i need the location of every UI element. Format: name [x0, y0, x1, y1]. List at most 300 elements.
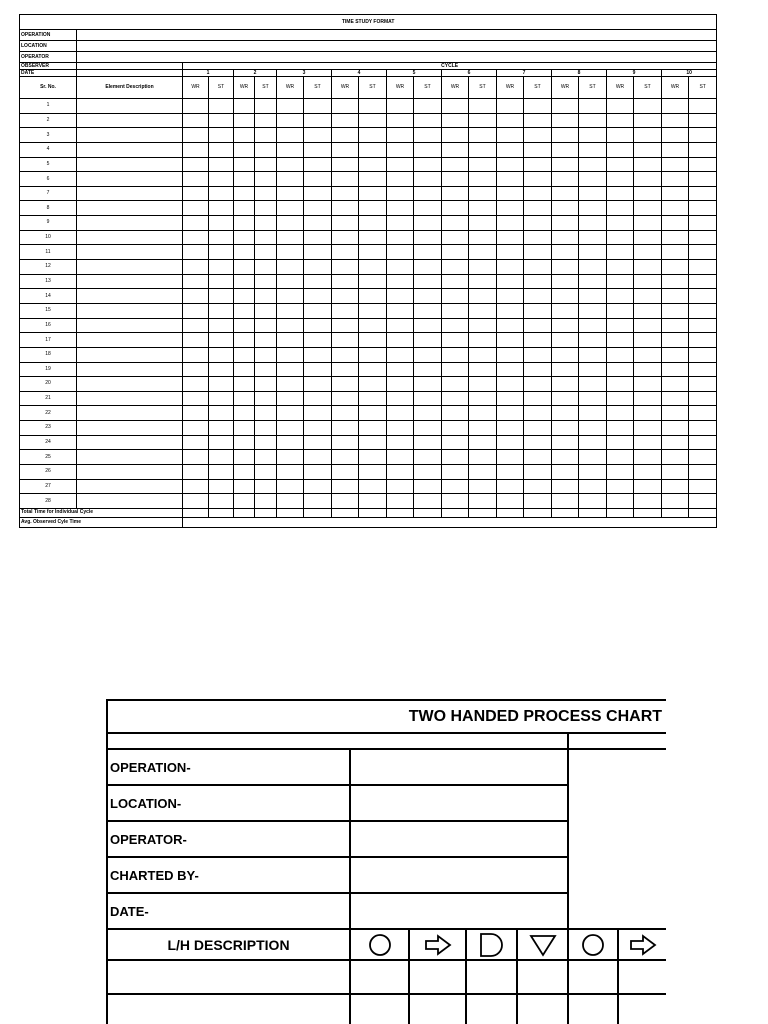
time-cell[interactable]: [332, 274, 359, 289]
time-cell[interactable]: [255, 391, 277, 406]
element-description-cell[interactable]: [77, 274, 183, 289]
time-cell[interactable]: [255, 421, 277, 436]
time-cell[interactable]: [524, 260, 552, 275]
time-cell[interactable]: [524, 303, 552, 318]
time-cell[interactable]: [442, 333, 469, 348]
time-cell[interactable]: [442, 303, 469, 318]
time-cell[interactable]: [255, 289, 277, 304]
time-cell[interactable]: [359, 450, 387, 465]
element-description-cell[interactable]: [77, 318, 183, 333]
time-cell[interactable]: [662, 465, 689, 480]
time-cell[interactable]: [277, 391, 304, 406]
time-cell[interactable]: [277, 318, 304, 333]
time-cell[interactable]: [359, 172, 387, 187]
element-description-cell[interactable]: [77, 289, 183, 304]
time-cell[interactable]: [414, 245, 442, 260]
time-cell[interactable]: [524, 494, 552, 509]
time-cell[interactable]: [332, 347, 359, 362]
time-cell[interactable]: [524, 99, 552, 114]
time-cell[interactable]: [579, 377, 607, 392]
time-cell[interactable]: [304, 274, 332, 289]
time-cell[interactable]: [579, 303, 607, 318]
time-cell[interactable]: [497, 421, 524, 436]
time-cell[interactable]: [552, 362, 579, 377]
time-cell[interactable]: [255, 465, 277, 480]
time-cell[interactable]: [387, 260, 414, 275]
time-cell[interactable]: [552, 216, 579, 231]
time-cell[interactable]: [634, 347, 662, 362]
element-description-cell[interactable]: [77, 494, 183, 509]
time-cell[interactable]: [469, 128, 497, 143]
time-cell[interactable]: [634, 318, 662, 333]
time-cell[interactable]: [304, 391, 332, 406]
element-description-cell[interactable]: [77, 333, 183, 348]
time-cell[interactable]: [234, 142, 255, 157]
total-time-cell[interactable]: [414, 508, 442, 517]
time-cell[interactable]: [552, 142, 579, 157]
time-cell[interactable]: [469, 260, 497, 275]
time-cell[interactable]: [255, 99, 277, 114]
time-cell[interactable]: [234, 128, 255, 143]
total-time-cell[interactable]: [662, 508, 689, 517]
time-cell[interactable]: [387, 391, 414, 406]
time-cell[interactable]: [277, 289, 304, 304]
time-cell[interactable]: [469, 333, 497, 348]
time-cell[interactable]: [183, 157, 209, 172]
time-cell[interactable]: [634, 465, 662, 480]
time-cell[interactable]: [387, 186, 414, 201]
time-cell[interactable]: [304, 318, 332, 333]
time-cell[interactable]: [414, 479, 442, 494]
time-cell[interactable]: [579, 479, 607, 494]
time-cell[interactable]: [387, 142, 414, 157]
time-cell[interactable]: [183, 435, 209, 450]
time-cell[interactable]: [607, 435, 634, 450]
time-cell[interactable]: [209, 494, 234, 509]
time-cell[interactable]: [524, 421, 552, 436]
total-time-cell[interactable]: [689, 508, 717, 517]
time-cell[interactable]: [277, 142, 304, 157]
time-cell[interactable]: [689, 274, 717, 289]
element-description-cell[interactable]: [77, 406, 183, 421]
total-time-cell[interactable]: [183, 508, 209, 517]
time-cell[interactable]: [209, 391, 234, 406]
time-cell[interactable]: [209, 142, 234, 157]
time-cell[interactable]: [332, 362, 359, 377]
time-cell[interactable]: [579, 128, 607, 143]
time-cell[interactable]: [304, 142, 332, 157]
time-cell[interactable]: [414, 201, 442, 216]
time-cell[interactable]: [234, 391, 255, 406]
time-cell[interactable]: [689, 391, 717, 406]
time-cell[interactable]: [183, 274, 209, 289]
time-cell[interactable]: [552, 245, 579, 260]
time-cell[interactable]: [579, 347, 607, 362]
time-cell[interactable]: [442, 406, 469, 421]
total-time-cell[interactable]: [469, 508, 497, 517]
time-cell[interactable]: [183, 172, 209, 187]
time-cell[interactable]: [634, 201, 662, 216]
time-cell[interactable]: [552, 260, 579, 275]
time-cell[interactable]: [209, 186, 234, 201]
time-cell[interactable]: [524, 142, 552, 157]
time-cell[interactable]: [414, 391, 442, 406]
time-cell[interactable]: [442, 113, 469, 128]
time-cell[interactable]: [183, 494, 209, 509]
time-cell[interactable]: [497, 274, 524, 289]
time-cell[interactable]: [552, 113, 579, 128]
time-cell[interactable]: [607, 260, 634, 275]
time-cell[interactable]: [234, 479, 255, 494]
element-description-cell[interactable]: [77, 391, 183, 406]
time-cell[interactable]: [579, 391, 607, 406]
element-description-cell[interactable]: [77, 230, 183, 245]
time-cell[interactable]: [689, 99, 717, 114]
time-cell[interactable]: [552, 274, 579, 289]
time-cell[interactable]: [607, 274, 634, 289]
time-cell[interactable]: [662, 435, 689, 450]
time-cell[interactable]: [234, 172, 255, 187]
time-cell[interactable]: [234, 216, 255, 231]
time-cell[interactable]: [634, 377, 662, 392]
time-cell[interactable]: [469, 318, 497, 333]
time-cell[interactable]: [662, 479, 689, 494]
time-cell[interactable]: [304, 216, 332, 231]
time-cell[interactable]: [607, 230, 634, 245]
time-cell[interactable]: [689, 362, 717, 377]
time-cell[interactable]: [689, 157, 717, 172]
time-cell[interactable]: [469, 435, 497, 450]
time-cell[interactable]: [689, 479, 717, 494]
element-description-cell[interactable]: [77, 465, 183, 480]
time-cell[interactable]: [497, 157, 524, 172]
time-cell[interactable]: [497, 186, 524, 201]
time-cell[interactable]: [662, 113, 689, 128]
time-cell[interactable]: [607, 201, 634, 216]
time-cell[interactable]: [607, 494, 634, 509]
time-cell[interactable]: [469, 113, 497, 128]
time-cell[interactable]: [304, 201, 332, 216]
time-cell[interactable]: [524, 435, 552, 450]
total-time-cell[interactable]: [387, 508, 414, 517]
time-cell[interactable]: [634, 289, 662, 304]
time-cell[interactable]: [524, 465, 552, 480]
time-cell[interactable]: [524, 406, 552, 421]
time-cell[interactable]: [359, 201, 387, 216]
time-cell[interactable]: [234, 230, 255, 245]
time-cell[interactable]: [183, 113, 209, 128]
time-cell[interactable]: [442, 377, 469, 392]
time-cell[interactable]: [662, 318, 689, 333]
time-cell[interactable]: [469, 230, 497, 245]
time-cell[interactable]: [442, 318, 469, 333]
time-cell[interactable]: [497, 128, 524, 143]
time-cell[interactable]: [414, 230, 442, 245]
time-cell[interactable]: [332, 260, 359, 275]
time-cell[interactable]: [183, 391, 209, 406]
time-cell[interactable]: [579, 172, 607, 187]
time-cell[interactable]: [414, 274, 442, 289]
time-cell[interactable]: [209, 377, 234, 392]
time-cell[interactable]: [662, 391, 689, 406]
time-cell[interactable]: [634, 142, 662, 157]
time-cell[interactable]: [387, 479, 414, 494]
time-cell[interactable]: [209, 421, 234, 436]
time-cell[interactable]: [359, 479, 387, 494]
time-cell[interactable]: [277, 377, 304, 392]
time-cell[interactable]: [209, 479, 234, 494]
time-cell[interactable]: [332, 99, 359, 114]
total-time-cell[interactable]: [552, 508, 579, 517]
time-cell[interactable]: [579, 465, 607, 480]
field-value-operator[interactable]: [77, 52, 717, 63]
time-cell[interactable]: [255, 494, 277, 509]
time-cell[interactable]: [469, 421, 497, 436]
time-cell[interactable]: [183, 406, 209, 421]
time-cell[interactable]: [277, 406, 304, 421]
time-cell[interactable]: [183, 99, 209, 114]
element-description-cell[interactable]: [77, 99, 183, 114]
time-cell[interactable]: [304, 128, 332, 143]
time-cell[interactable]: [234, 289, 255, 304]
time-cell[interactable]: [414, 421, 442, 436]
total-time-cell[interactable]: [304, 508, 332, 517]
time-cell[interactable]: [634, 128, 662, 143]
time-cell[interactable]: [234, 318, 255, 333]
time-cell[interactable]: [304, 230, 332, 245]
time-cell[interactable]: [183, 260, 209, 275]
time-cell[interactable]: [634, 391, 662, 406]
time-cell[interactable]: [332, 333, 359, 348]
time-cell[interactable]: [579, 362, 607, 377]
time-cell[interactable]: [277, 186, 304, 201]
time-cell[interactable]: [255, 362, 277, 377]
time-cell[interactable]: [183, 303, 209, 318]
total-time-cell[interactable]: [607, 508, 634, 517]
time-cell[interactable]: [607, 113, 634, 128]
time-cell[interactable]: [634, 362, 662, 377]
time-cell[interactable]: [689, 113, 717, 128]
time-cell[interactable]: [689, 142, 717, 157]
total-time-cell[interactable]: [579, 508, 607, 517]
time-cell[interactable]: [579, 421, 607, 436]
time-cell[interactable]: [524, 347, 552, 362]
avg-cycle-time-value[interactable]: [183, 517, 717, 527]
element-description-cell[interactable]: [77, 128, 183, 143]
time-cell[interactable]: [277, 435, 304, 450]
time-cell[interactable]: [662, 289, 689, 304]
time-cell[interactable]: [359, 303, 387, 318]
time-cell[interactable]: [183, 465, 209, 480]
time-cell[interactable]: [497, 494, 524, 509]
time-cell[interactable]: [277, 465, 304, 480]
time-cell[interactable]: [552, 347, 579, 362]
time-cell[interactable]: [359, 421, 387, 436]
time-cell[interactable]: [387, 494, 414, 509]
time-cell[interactable]: [634, 260, 662, 275]
time-cell[interactable]: [469, 465, 497, 480]
time-cell[interactable]: [332, 289, 359, 304]
time-cell[interactable]: [359, 289, 387, 304]
time-cell[interactable]: [387, 450, 414, 465]
time-cell[interactable]: [277, 303, 304, 318]
time-cell[interactable]: [209, 347, 234, 362]
time-cell[interactable]: [662, 216, 689, 231]
time-cell[interactable]: [359, 333, 387, 348]
time-cell[interactable]: [304, 172, 332, 187]
time-cell[interactable]: [442, 391, 469, 406]
time-cell[interactable]: [689, 172, 717, 187]
time-cell[interactable]: [524, 113, 552, 128]
time-cell[interactable]: [304, 99, 332, 114]
time-cell[interactable]: [277, 157, 304, 172]
time-cell[interactable]: [552, 406, 579, 421]
time-cell[interactable]: [387, 128, 414, 143]
time-cell[interactable]: [209, 230, 234, 245]
time-cell[interactable]: [579, 260, 607, 275]
time-cell[interactable]: [277, 347, 304, 362]
time-cell[interactable]: [469, 303, 497, 318]
time-cell[interactable]: [304, 421, 332, 436]
time-cell[interactable]: [634, 113, 662, 128]
time-cell[interactable]: [607, 142, 634, 157]
time-cell[interactable]: [255, 128, 277, 143]
time-cell[interactable]: [552, 421, 579, 436]
element-description-cell[interactable]: [77, 377, 183, 392]
time-cell[interactable]: [634, 274, 662, 289]
time-cell[interactable]: [497, 216, 524, 231]
time-cell[interactable]: [442, 142, 469, 157]
time-cell[interactable]: [234, 260, 255, 275]
time-cell[interactable]: [442, 465, 469, 480]
time-cell[interactable]: [255, 479, 277, 494]
time-cell[interactable]: [209, 128, 234, 143]
element-description-cell[interactable]: [77, 260, 183, 275]
time-cell[interactable]: [234, 347, 255, 362]
time-cell[interactable]: [209, 113, 234, 128]
time-cell[interactable]: [497, 391, 524, 406]
field-value-location[interactable]: [350, 785, 568, 821]
time-cell[interactable]: [387, 172, 414, 187]
time-cell[interactable]: [689, 303, 717, 318]
time-cell[interactable]: [552, 186, 579, 201]
time-cell[interactable]: [255, 450, 277, 465]
time-cell[interactable]: [414, 450, 442, 465]
element-description-cell[interactable]: [77, 362, 183, 377]
time-cell[interactable]: [579, 450, 607, 465]
time-cell[interactable]: [332, 201, 359, 216]
time-cell[interactable]: [607, 479, 634, 494]
time-cell[interactable]: [607, 216, 634, 231]
time-cell[interactable]: [469, 450, 497, 465]
time-cell[interactable]: [579, 186, 607, 201]
time-cell[interactable]: [414, 362, 442, 377]
time-cell[interactable]: [579, 230, 607, 245]
time-cell[interactable]: [359, 142, 387, 157]
time-cell[interactable]: [497, 347, 524, 362]
time-cell[interactable]: [607, 465, 634, 480]
time-cell[interactable]: [183, 479, 209, 494]
time-cell[interactable]: [689, 245, 717, 260]
time-cell[interactable]: [277, 230, 304, 245]
time-cell[interactable]: [234, 421, 255, 436]
time-cell[interactable]: [579, 406, 607, 421]
time-cell[interactable]: [579, 99, 607, 114]
time-cell[interactable]: [277, 99, 304, 114]
time-cell[interactable]: [359, 377, 387, 392]
time-cell[interactable]: [662, 421, 689, 436]
time-cell[interactable]: [469, 201, 497, 216]
time-cell[interactable]: [469, 377, 497, 392]
time-cell[interactable]: [497, 142, 524, 157]
time-cell[interactable]: [497, 465, 524, 480]
time-cell[interactable]: [689, 406, 717, 421]
time-cell[interactable]: [469, 142, 497, 157]
time-cell[interactable]: [332, 142, 359, 157]
time-cell[interactable]: [277, 479, 304, 494]
time-cell[interactable]: [689, 421, 717, 436]
time-cell[interactable]: [634, 479, 662, 494]
time-cell[interactable]: [579, 245, 607, 260]
time-cell[interactable]: [552, 201, 579, 216]
time-cell[interactable]: [524, 274, 552, 289]
time-cell[interactable]: [255, 377, 277, 392]
time-cell[interactable]: [634, 99, 662, 114]
time-cell[interactable]: [442, 128, 469, 143]
time-cell[interactable]: [634, 435, 662, 450]
time-cell[interactable]: [469, 216, 497, 231]
time-cell[interactable]: [209, 450, 234, 465]
time-cell[interactable]: [497, 113, 524, 128]
time-cell[interactable]: [689, 216, 717, 231]
time-cell[interactable]: [552, 128, 579, 143]
time-cell[interactable]: [497, 172, 524, 187]
time-cell[interactable]: [607, 99, 634, 114]
time-cell[interactable]: [387, 465, 414, 480]
time-cell[interactable]: [255, 318, 277, 333]
time-cell[interactable]: [689, 377, 717, 392]
time-cell[interactable]: [524, 245, 552, 260]
time-cell[interactable]: [524, 230, 552, 245]
time-cell[interactable]: [209, 333, 234, 348]
time-cell[interactable]: [469, 406, 497, 421]
time-cell[interactable]: [497, 435, 524, 450]
time-cell[interactable]: [304, 377, 332, 392]
time-cell[interactable]: [524, 172, 552, 187]
time-cell[interactable]: [662, 230, 689, 245]
element-description-cell[interactable]: [77, 421, 183, 436]
time-cell[interactable]: [524, 289, 552, 304]
total-time-cell[interactable]: [524, 508, 552, 517]
time-cell[interactable]: [387, 113, 414, 128]
time-cell[interactable]: [497, 318, 524, 333]
time-cell[interactable]: [662, 494, 689, 509]
time-cell[interactable]: [497, 450, 524, 465]
time-cell[interactable]: [497, 333, 524, 348]
field-value-charted-by[interactable]: [350, 857, 568, 893]
time-cell[interactable]: [332, 303, 359, 318]
time-cell[interactable]: [234, 494, 255, 509]
time-cell[interactable]: [183, 333, 209, 348]
time-cell[interactable]: [183, 230, 209, 245]
time-cell[interactable]: [689, 186, 717, 201]
time-cell[interactable]: [255, 142, 277, 157]
time-cell[interactable]: [552, 377, 579, 392]
time-cell[interactable]: [524, 186, 552, 201]
time-cell[interactable]: [579, 274, 607, 289]
field-value-location[interactable]: [77, 41, 717, 52]
time-cell[interactable]: [442, 274, 469, 289]
